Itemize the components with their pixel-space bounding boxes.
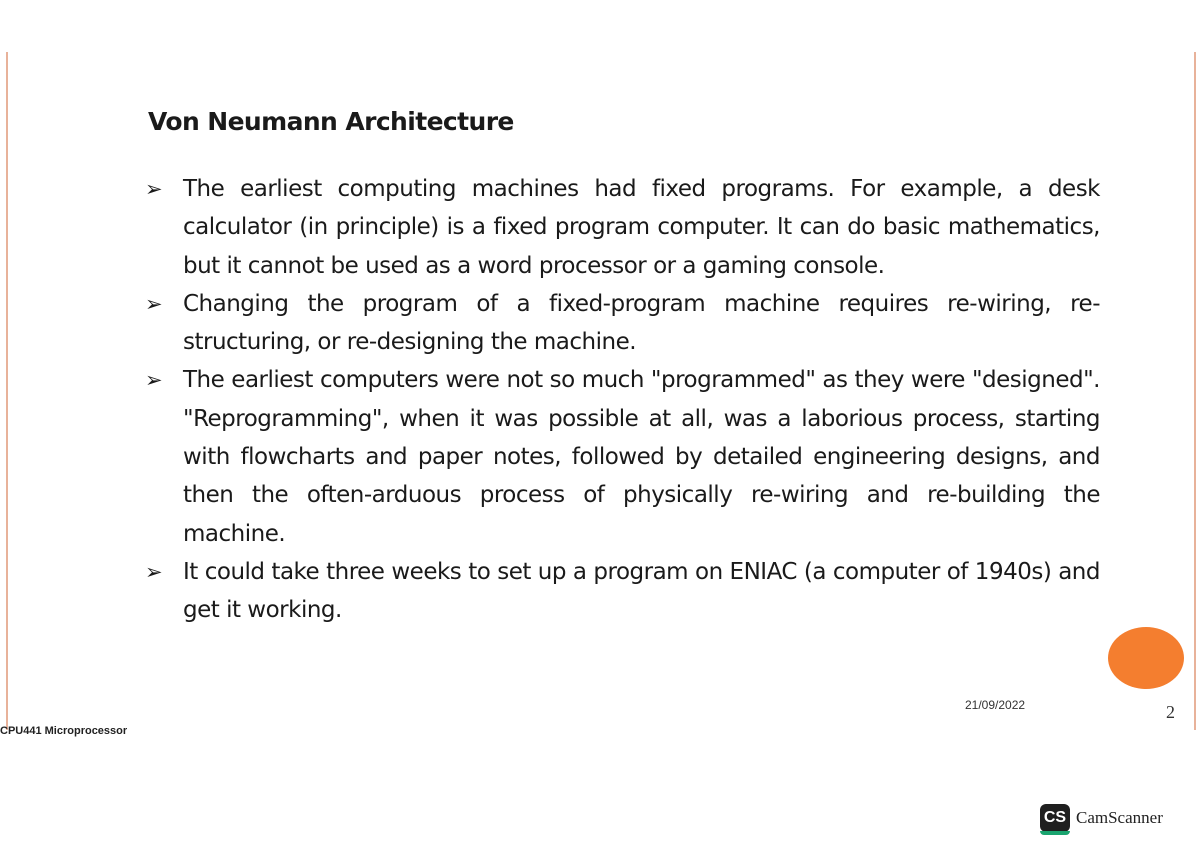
slide-footer: CPU441 Microprocessor (0, 725, 128, 737)
camscanner-logo-icon: CS (1040, 804, 1070, 832)
arrow-bullet-icon: ➢ (145, 291, 163, 316)
page-number: 2 (1166, 702, 1175, 722)
bullet-list (145, 170, 1100, 630)
arrow-bullet-icon: ➢ (145, 368, 163, 393)
camscanner-watermark (1040, 804, 1163, 832)
camscanner-label: CamScanner (1076, 808, 1163, 827)
slide-title: Von Neumann Architecture (148, 107, 514, 136)
bullet-item (145, 285, 1100, 362)
bullet-text: The earliest computing machines had fixed programs. For example, a desk calculator (in principle) is a fixed program computer. It can do basic mathematics, but it cannot be used as a word processor or a gaming console. (183, 176, 1100, 279)
slide-left-border (6, 52, 8, 730)
bullet-text: The earliest computers were not so much "programmed" as they were "designed". "Reprogramming", when it was possible at all, was a laborious process, starting with flowcharts and paper notes, followed by detailed engineering designs, and then the often-arduous process of physically re-wiring and re-building the machine. (183, 367, 1100, 547)
arrow-bullet-icon: ➢ (145, 559, 163, 584)
bullet-text: Changing the program of a fixed-program machine requires re-wiring, re-structuring, or re-designing the machine. (183, 290, 1100, 356)
bullet-text: It could take three weeks to set up a program on ENIAC (a computer of 1940s) and get it working. (183, 558, 1100, 624)
arrow-bullet-icon: ➢ (145, 177, 163, 201)
orange-circle-decoration (1108, 627, 1184, 689)
bullet-item (145, 170, 1100, 285)
bullet-item (145, 553, 1100, 630)
slide (0, 52, 1200, 737)
slide-date: 21/09/2022 (965, 698, 1026, 712)
bullet-item (145, 361, 1100, 552)
slide-right-border (1194, 52, 1196, 730)
